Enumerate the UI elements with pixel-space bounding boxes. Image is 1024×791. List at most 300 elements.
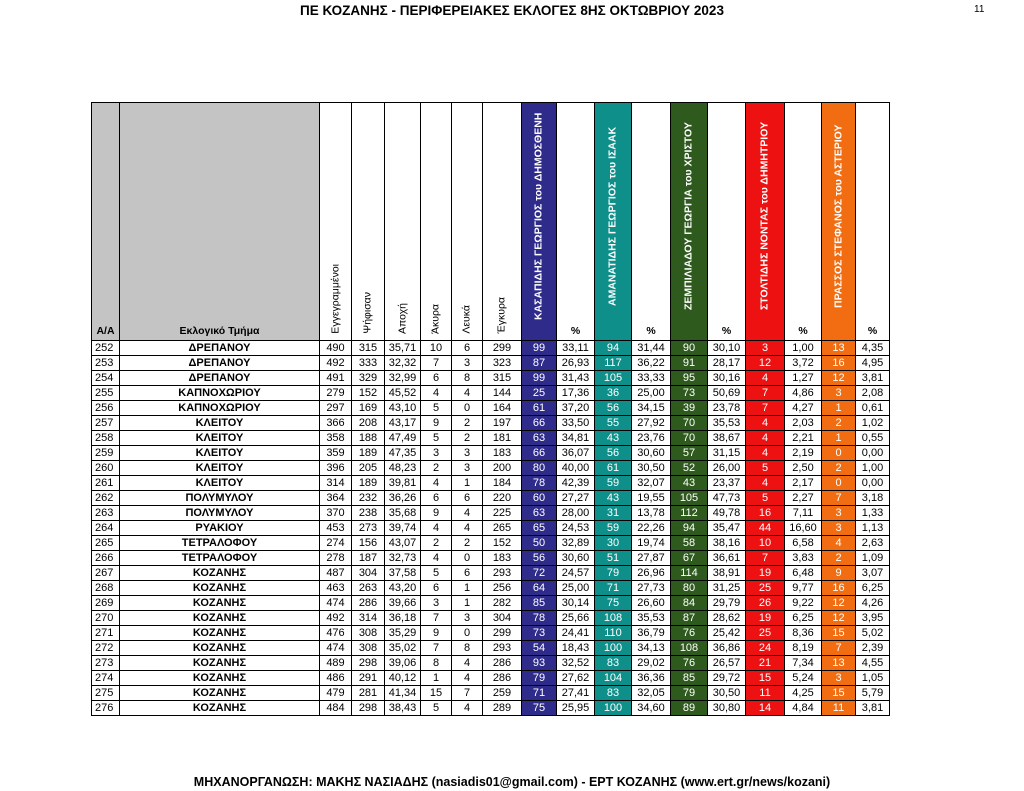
invalid-cell: 3 xyxy=(421,596,452,611)
aa-cell: 253 xyxy=(92,356,120,371)
valid-cell: 289 xyxy=(483,701,522,716)
candidate-2-votes: 31 xyxy=(595,506,632,521)
candidate-2-pct: 32,05 xyxy=(632,686,671,701)
candidate-4-votes: 7 xyxy=(746,551,785,566)
candidate-5-pct: 2,08 xyxy=(856,386,890,401)
blank-cell: 4 xyxy=(452,506,483,521)
voted-cell: 291 xyxy=(352,671,385,686)
candidate-1-pct: 17,36 xyxy=(557,386,595,401)
candidate-3-pct: 38,67 xyxy=(708,431,746,446)
candidate-4-votes: 7 xyxy=(746,401,785,416)
aa-cell: 271 xyxy=(92,626,120,641)
header-valid: Έγκυρα xyxy=(483,103,522,341)
blank-cell: 4 xyxy=(452,671,483,686)
registered-cell: 487 xyxy=(320,566,352,581)
candidate-3-pct: 35,47 xyxy=(708,521,746,536)
candidate-5-votes: 2 xyxy=(822,416,856,431)
candidate-4-votes: 25 xyxy=(746,626,785,641)
blank-cell: 7 xyxy=(452,686,483,701)
valid-cell: 299 xyxy=(483,341,522,356)
section-name-cell: ΚΟΖΑΝΗΣ xyxy=(120,641,320,656)
candidate-5-votes: 12 xyxy=(822,371,856,386)
registered-cell: 364 xyxy=(320,491,352,506)
header-pct-5: % xyxy=(856,103,890,341)
candidate-2-pct: 34,15 xyxy=(632,401,671,416)
table-row xyxy=(92,611,890,626)
candidate-5-votes: 15 xyxy=(822,686,856,701)
candidate-4-pct: 6,25 xyxy=(785,611,822,626)
aa-cell: 259 xyxy=(92,446,120,461)
candidate-3-votes: 114 xyxy=(671,566,708,581)
candidate-1-votes: 63 xyxy=(522,506,557,521)
registered-cell: 476 xyxy=(320,626,352,641)
registered-cell: 492 xyxy=(320,611,352,626)
candidate-1-votes: 73 xyxy=(522,626,557,641)
blank-cell: 1 xyxy=(452,596,483,611)
registered-cell: 474 xyxy=(320,596,352,611)
candidate-5-pct: 1,00 xyxy=(856,461,890,476)
candidate-5-votes: 4 xyxy=(822,536,856,551)
candidate-3-votes: 76 xyxy=(671,656,708,671)
section-name-cell: ΔΡΕΠΑΝΟΥ xyxy=(120,371,320,386)
section-name-cell: ΤΕΤΡΑΛΟΦΟΥ xyxy=(120,536,320,551)
candidate-5-pct: 1,05 xyxy=(856,671,890,686)
candidate-1-pct: 36,07 xyxy=(557,446,595,461)
candidate-5-pct: 4,55 xyxy=(856,656,890,671)
candidate-2-pct: 23,76 xyxy=(632,431,671,446)
candidate-1-votes: 25 xyxy=(522,386,557,401)
candidate-3-votes: 52 xyxy=(671,461,708,476)
aa-cell: 254 xyxy=(92,371,120,386)
section-name-cell: ΚΟΖΑΝΗΣ xyxy=(120,626,320,641)
candidate-4-pct: 2,50 xyxy=(785,461,822,476)
table-row xyxy=(92,401,890,416)
candidate-5-votes: 3 xyxy=(822,671,856,686)
candidate-5-pct: 4,95 xyxy=(856,356,890,371)
candidate-4-votes: 24 xyxy=(746,641,785,656)
aa-cell: 255 xyxy=(92,386,120,401)
candidate-2-votes: 100 xyxy=(595,701,632,716)
candidate-5-votes: 0 xyxy=(822,476,856,491)
table-row xyxy=(92,491,890,506)
candidate-2-votes: 83 xyxy=(595,686,632,701)
candidate-4-pct: 2,03 xyxy=(785,416,822,431)
candidate-2-votes: 59 xyxy=(595,521,632,536)
section-name-cell: ΚΟΖΑΝΗΣ xyxy=(120,596,320,611)
table-row xyxy=(92,386,890,401)
candidate-3-pct: 31,15 xyxy=(708,446,746,461)
candidate-1-votes: 72 xyxy=(522,566,557,581)
candidate-2-votes: 94 xyxy=(595,341,632,356)
candidate-1-pct: 26,93 xyxy=(557,356,595,371)
candidate-4-votes: 14 xyxy=(746,701,785,716)
registered-cell: 370 xyxy=(320,506,352,521)
registered-cell: 486 xyxy=(320,671,352,686)
candidate-4-votes: 4 xyxy=(746,371,785,386)
candidate-4-votes: 25 xyxy=(746,581,785,596)
blank-cell: 4 xyxy=(452,656,483,671)
candidate-1-pct: 32,52 xyxy=(557,656,595,671)
invalid-cell: 10 xyxy=(421,341,452,356)
blank-cell: 0 xyxy=(452,551,483,566)
aa-cell: 269 xyxy=(92,596,120,611)
candidate-2-pct: 33,33 xyxy=(632,371,671,386)
candidate-5-votes: 0 xyxy=(822,446,856,461)
candidate-5-votes: 3 xyxy=(822,506,856,521)
candidate-4-votes: 19 xyxy=(746,611,785,626)
candidate-5-votes: 13 xyxy=(822,656,856,671)
valid-cell: 197 xyxy=(483,416,522,431)
candidate-4-votes: 16 xyxy=(746,506,785,521)
candidate-3-pct: 23,37 xyxy=(708,476,746,491)
candidate-1-votes: 93 xyxy=(522,656,557,671)
candidate-3-votes: 112 xyxy=(671,506,708,521)
registered-cell: 463 xyxy=(320,581,352,596)
candidate-5-votes: 12 xyxy=(822,596,856,611)
candidate-4-votes: 15 xyxy=(746,671,785,686)
candidate-4-pct: 3,72 xyxy=(785,356,822,371)
candidate-3-votes: 94 xyxy=(671,521,708,536)
voted-cell: 308 xyxy=(352,626,385,641)
header-candidate-2: ΑΜΑΝΑΤΙΔΗΣ ΓΕΩΡΓΙΟΣ του ΙΣΑΑΚ xyxy=(595,103,632,341)
registered-cell: 366 xyxy=(320,416,352,431)
candidate-5-pct: 3,81 xyxy=(856,701,890,716)
aa-cell: 265 xyxy=(92,536,120,551)
candidate-5-votes: 15 xyxy=(822,626,856,641)
candidate-5-pct: 3,07 xyxy=(856,566,890,581)
candidate-1-votes: 63 xyxy=(522,431,557,446)
table-row xyxy=(92,701,890,716)
blank-cell: 0 xyxy=(452,626,483,641)
invalid-cell: 6 xyxy=(421,371,452,386)
candidate-5-votes: 1 xyxy=(822,431,856,446)
candidate-3-pct: 49,78 xyxy=(708,506,746,521)
registered-cell: 492 xyxy=(320,356,352,371)
candidate-1-votes: 99 xyxy=(522,341,557,356)
voted-cell: 232 xyxy=(352,491,385,506)
registered-cell: 279 xyxy=(320,386,352,401)
registered-cell: 479 xyxy=(320,686,352,701)
candidate-2-votes: 117 xyxy=(595,356,632,371)
candidate-3-votes: 89 xyxy=(671,701,708,716)
section-name-cell: ΚΛΕΙΤΟΥ xyxy=(120,446,320,461)
candidate-5-votes: 1 xyxy=(822,401,856,416)
candidate-2-votes: 30 xyxy=(595,536,632,551)
candidate-2-pct: 19,74 xyxy=(632,536,671,551)
valid-cell: 299 xyxy=(483,626,522,641)
candidate-4-votes: 4 xyxy=(746,416,785,431)
candidate-5-votes: 7 xyxy=(822,641,856,656)
invalid-cell: 15 xyxy=(421,686,452,701)
voted-cell: 314 xyxy=(352,611,385,626)
valid-cell: 259 xyxy=(483,686,522,701)
candidate-1-votes: 54 xyxy=(522,641,557,656)
table-row xyxy=(92,551,890,566)
valid-cell: 184 xyxy=(483,476,522,491)
voted-cell: 308 xyxy=(352,641,385,656)
candidate-3-pct: 36,61 xyxy=(708,551,746,566)
valid-cell: 181 xyxy=(483,431,522,446)
candidate-3-votes: 57 xyxy=(671,446,708,461)
candidate-2-pct: 34,13 xyxy=(632,641,671,656)
invalid-cell: 3 xyxy=(421,446,452,461)
results-body xyxy=(92,341,890,716)
registered-cell: 274 xyxy=(320,536,352,551)
invalid-cell: 4 xyxy=(421,476,452,491)
abstention-cell: 40,12 xyxy=(385,671,421,686)
candidate-1-votes: 66 xyxy=(522,416,557,431)
candidate-2-pct: 30,60 xyxy=(632,446,671,461)
candidate-3-pct: 47,73 xyxy=(708,491,746,506)
candidate-3-pct: 38,91 xyxy=(708,566,746,581)
aa-cell: 264 xyxy=(92,521,120,536)
candidate-4-votes: 7 xyxy=(746,386,785,401)
candidate-4-pct: 8,36 xyxy=(785,626,822,641)
blank-cell: 3 xyxy=(452,356,483,371)
candidate-5-votes: 16 xyxy=(822,356,856,371)
header-candidate-5: ΠΡΑΣΣΟΣ ΣΤΕΦΑΝΟΣ του ΑΣΤΕΡΙΟΥ xyxy=(822,103,856,341)
section-name-cell: ΔΡΕΠΑΝΟΥ xyxy=(120,341,320,356)
invalid-cell: 2 xyxy=(421,536,452,551)
candidate-4-votes: 4 xyxy=(746,431,785,446)
candidate-1-votes: 85 xyxy=(522,596,557,611)
section-name-cell: ΠΟΛΥΜΥΛΟΥ xyxy=(120,506,320,521)
registered-cell: 484 xyxy=(320,701,352,716)
candidate-4-votes: 10 xyxy=(746,536,785,551)
voted-cell: 169 xyxy=(352,401,385,416)
valid-cell: 200 xyxy=(483,461,522,476)
candidate-4-pct: 4,84 xyxy=(785,701,822,716)
invalid-cell: 4 xyxy=(421,551,452,566)
invalid-cell: 9 xyxy=(421,416,452,431)
invalid-cell: 5 xyxy=(421,566,452,581)
candidate-1-pct: 25,00 xyxy=(557,581,595,596)
valid-cell: 220 xyxy=(483,491,522,506)
voted-cell: 304 xyxy=(352,566,385,581)
candidate-3-votes: 76 xyxy=(671,626,708,641)
abstention-cell: 35,68 xyxy=(385,506,421,521)
candidate-2-votes: 56 xyxy=(595,401,632,416)
aa-cell: 260 xyxy=(92,461,120,476)
abstention-cell: 36,26 xyxy=(385,491,421,506)
candidate-5-pct: 4,35 xyxy=(856,341,890,356)
abstention-cell: 35,02 xyxy=(385,641,421,656)
voted-cell: 238 xyxy=(352,506,385,521)
candidate-3-pct: 23,78 xyxy=(708,401,746,416)
candidate-1-pct: 25,95 xyxy=(557,701,595,716)
valid-cell: 293 xyxy=(483,566,522,581)
candidate-3-pct: 31,25 xyxy=(708,581,746,596)
blank-cell: 8 xyxy=(452,641,483,656)
candidate-4-pct: 8,19 xyxy=(785,641,822,656)
candidate-1-pct: 25,66 xyxy=(557,611,595,626)
candidate-4-pct: 6,58 xyxy=(785,536,822,551)
candidate-1-votes: 50 xyxy=(522,536,557,551)
blank-cell: 4 xyxy=(452,701,483,716)
voted-cell: 156 xyxy=(352,536,385,551)
candidate-5-pct: 3,95 xyxy=(856,611,890,626)
voted-cell: 208 xyxy=(352,416,385,431)
abstention-cell: 41,34 xyxy=(385,686,421,701)
candidate-2-pct: 29,02 xyxy=(632,656,671,671)
blank-cell: 8 xyxy=(452,371,483,386)
candidate-2-votes: 43 xyxy=(595,431,632,446)
candidate-4-pct: 9,77 xyxy=(785,581,822,596)
section-name-cell: ΚΟΖΑΝΗΣ xyxy=(120,701,320,716)
table-row xyxy=(92,536,890,551)
registered-cell: 489 xyxy=(320,656,352,671)
invalid-cell: 7 xyxy=(421,356,452,371)
section-name-cell: ΚΛΕΙΤΟΥ xyxy=(120,431,320,446)
header-pct-1: % xyxy=(557,103,595,341)
valid-cell: 144 xyxy=(483,386,522,401)
candidate-5-votes: 3 xyxy=(822,386,856,401)
candidate-2-pct: 25,00 xyxy=(632,386,671,401)
section-name-cell: ΚΟΖΑΝΗΣ xyxy=(120,566,320,581)
candidate-1-pct: 27,62 xyxy=(557,671,595,686)
candidate-2-votes: 59 xyxy=(595,476,632,491)
voted-cell: 263 xyxy=(352,581,385,596)
candidate-1-votes: 65 xyxy=(522,521,557,536)
blank-cell: 6 xyxy=(452,566,483,581)
candidate-3-pct: 30,50 xyxy=(708,686,746,701)
valid-cell: 304 xyxy=(483,611,522,626)
aa-cell: 274 xyxy=(92,671,120,686)
abstention-cell: 43,07 xyxy=(385,536,421,551)
blank-cell: 6 xyxy=(452,341,483,356)
invalid-cell: 5 xyxy=(421,701,452,716)
candidate-1-votes: 60 xyxy=(522,491,557,506)
valid-cell: 286 xyxy=(483,656,522,671)
candidate-3-votes: 79 xyxy=(671,686,708,701)
voted-cell: 189 xyxy=(352,446,385,461)
section-name-cell: ΚΟΖΑΝΗΣ xyxy=(120,611,320,626)
candidate-2-votes: 83 xyxy=(595,656,632,671)
invalid-cell: 8 xyxy=(421,656,452,671)
candidate-1-pct: 24,57 xyxy=(557,566,595,581)
candidate-1-pct: 32,89 xyxy=(557,536,595,551)
header-pct-2: % xyxy=(632,103,671,341)
aa-cell: 252 xyxy=(92,341,120,356)
candidate-4-pct: 7,34 xyxy=(785,656,822,671)
section-name-cell: ΚΑΠΝΟΧΩΡΙΟΥ xyxy=(120,401,320,416)
candidate-2-votes: 51 xyxy=(595,551,632,566)
candidate-2-votes: 110 xyxy=(595,626,632,641)
table-row xyxy=(92,506,890,521)
candidate-2-votes: 61 xyxy=(595,461,632,476)
aa-cell: 270 xyxy=(92,611,120,626)
invalid-cell: 4 xyxy=(421,386,452,401)
blank-cell: 4 xyxy=(452,386,483,401)
header-candidate-1: ΚΑΣΑΠΙΔΗΣ ΓΕΩΡΓΙΟΣ του ΔΗΜΟΣΘΕΝΗ xyxy=(522,103,557,341)
results-table xyxy=(91,102,890,716)
table-row xyxy=(92,521,890,536)
candidate-1-votes: 87 xyxy=(522,356,557,371)
candidate-4-pct: 6,48 xyxy=(785,566,822,581)
voted-cell: 152 xyxy=(352,386,385,401)
valid-cell: 323 xyxy=(483,356,522,371)
registered-cell: 314 xyxy=(320,476,352,491)
section-name-cell: ΡΥΑΚΙΟΥ xyxy=(120,521,320,536)
candidate-4-pct: 7,11 xyxy=(785,506,822,521)
aa-cell: 262 xyxy=(92,491,120,506)
candidate-2-pct: 22,26 xyxy=(632,521,671,536)
candidate-4-pct: 9,22 xyxy=(785,596,822,611)
table-row xyxy=(92,476,890,491)
table-row xyxy=(92,671,890,686)
abstention-cell: 32,32 xyxy=(385,356,421,371)
candidate-2-votes: 36 xyxy=(595,386,632,401)
candidate-4-votes: 5 xyxy=(746,491,785,506)
abstention-cell: 47,49 xyxy=(385,431,421,446)
candidate-3-votes: 73 xyxy=(671,386,708,401)
candidate-4-pct: 3,83 xyxy=(785,551,822,566)
blank-cell: 4 xyxy=(452,521,483,536)
valid-cell: 183 xyxy=(483,446,522,461)
candidate-3-votes: 70 xyxy=(671,431,708,446)
blank-cell: 2 xyxy=(452,416,483,431)
candidate-1-votes: 80 xyxy=(522,461,557,476)
table-row xyxy=(92,416,890,431)
candidate-1-pct: 31,43 xyxy=(557,371,595,386)
candidate-1-votes: 66 xyxy=(522,446,557,461)
valid-cell: 225 xyxy=(483,506,522,521)
aa-cell: 256 xyxy=(92,401,120,416)
candidate-3-votes: 39 xyxy=(671,401,708,416)
aa-cell: 276 xyxy=(92,701,120,716)
header-voted: Ψήφισαν xyxy=(352,103,385,341)
candidate-3-pct: 35,53 xyxy=(708,416,746,431)
table-row xyxy=(92,641,890,656)
voted-cell: 189 xyxy=(352,476,385,491)
section-name-cell: ΚΟΖΑΝΗΣ xyxy=(120,671,320,686)
candidate-5-pct: 3,18 xyxy=(856,491,890,506)
table-row xyxy=(92,371,890,386)
aa-cell: 272 xyxy=(92,641,120,656)
candidate-5-votes: 16 xyxy=(822,581,856,596)
candidate-5-votes: 9 xyxy=(822,566,856,581)
candidate-1-pct: 33,50 xyxy=(557,416,595,431)
candidate-3-votes: 70 xyxy=(671,416,708,431)
candidate-5-pct: 2,63 xyxy=(856,536,890,551)
invalid-cell: 7 xyxy=(421,641,452,656)
abstention-cell: 35,29 xyxy=(385,626,421,641)
header-abstention: Αποχή xyxy=(385,103,421,341)
voted-cell: 329 xyxy=(352,371,385,386)
registered-cell: 396 xyxy=(320,461,352,476)
registered-cell: 358 xyxy=(320,431,352,446)
aa-cell: 267 xyxy=(92,566,120,581)
candidate-3-pct: 30,80 xyxy=(708,701,746,716)
registered-cell: 491 xyxy=(320,371,352,386)
invalid-cell: 6 xyxy=(421,581,452,596)
aa-cell: 273 xyxy=(92,656,120,671)
aa-cell: 258 xyxy=(92,431,120,446)
candidate-3-votes: 105 xyxy=(671,491,708,506)
valid-cell: 293 xyxy=(483,641,522,656)
candidate-5-pct: 5,02 xyxy=(856,626,890,641)
candidate-3-pct: 26,00 xyxy=(708,461,746,476)
header-pct-4: % xyxy=(785,103,822,341)
candidate-5-pct: 0,00 xyxy=(856,476,890,491)
voted-cell: 333 xyxy=(352,356,385,371)
aa-cell: 263 xyxy=(92,506,120,521)
candidate-4-pct: 1,27 xyxy=(785,371,822,386)
candidate-2-pct: 13,78 xyxy=(632,506,671,521)
valid-cell: 256 xyxy=(483,581,522,596)
blank-cell: 2 xyxy=(452,431,483,446)
candidate-5-pct: 1,13 xyxy=(856,521,890,536)
